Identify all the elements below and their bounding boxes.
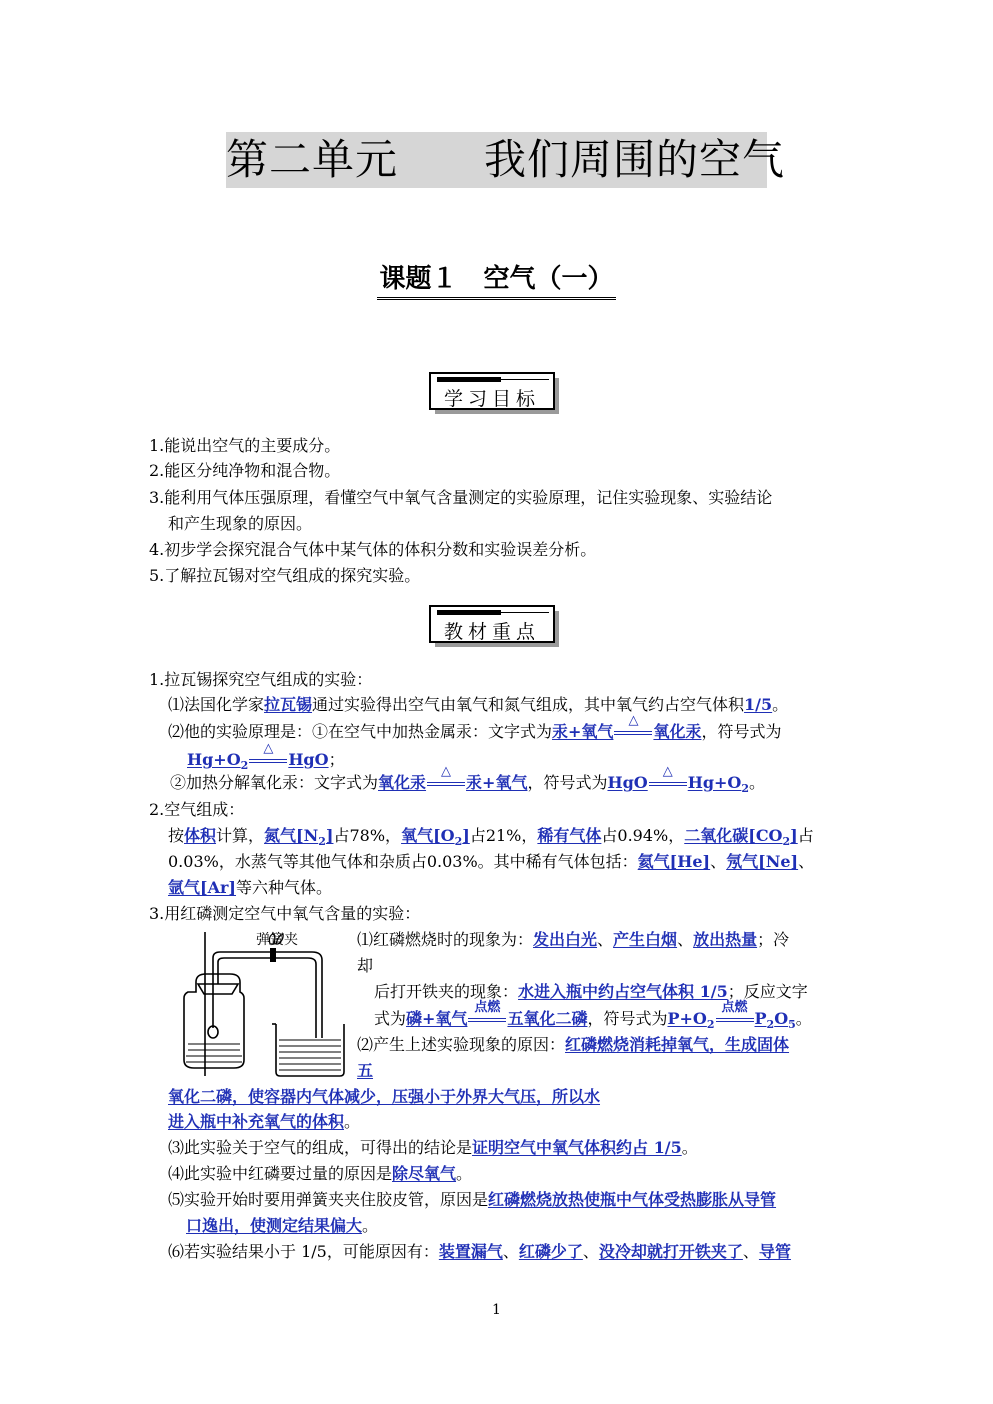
p1-line-b: ⑵他的实验原理是：①在空气中加热金属汞：文字式为汞+氧气 △ 氧化汞，符号式为 [168,712,782,741]
p2-head: 2.空气组成： [149,800,245,819]
reaction-arrow: △ [427,778,465,790]
p2-line-2: 0.03%，水蒸气等其他气体和杂质占0.03%。其中稀有气体包括：氦气[He]、氖气[Ne]、 [168,852,815,871]
p2-line-1: 按体积计算，氮气$[N_2]$占78%，氧气$[O_2]$占21%，稀有气体占0.94%，二氧化碳$[CO_2]$占 [168,826,814,849]
p1-line-d: ②加热分解氧化汞：文字式为氧化汞 △ 汞+氧气，符号式为HgO △ $Hg+O_2$。 [170,763,766,796]
p3-q1-line-3: 后打开铁夹的现象：水进入瓶中约占空气体积 1/5；反应文字 [374,982,808,1001]
p3-q2-line-2: 五 [357,1061,374,1080]
goal-item: 1.能说出空气的主要成分。 [149,436,341,455]
reaction-arrow: △ [614,727,652,739]
section-label: 学习目标 [443,388,540,410]
p3-q5-line-1: ⑸实验开始时要用弹簧夹夹住胶皮管，原因是红磷燃烧放热使瓶中气体受热膨胀从导管 [168,1190,777,1209]
p1-line-a: ⑴法国化学家拉瓦锡通过实验得出空气由氧气和氮气组成，其中氧气约占空气体积1/5。 [168,695,789,714]
p2-line-3: 氩气[Ar]等六种气体。 [168,878,333,897]
p3-q3: ⑶此实验关于空气的组成，可得出的结论是证明空气中氧气体积约占 1/5。 [168,1138,698,1157]
clip-label: 弹簧夹 [256,932,298,948]
p3-q6: ⑹若实验结果小于 1/5，可能原因有：装置漏气、红磷少了、没冷却就打开铁夹了、导管 [168,1242,791,1261]
p3-q2-line-4: 进入瓶中补充氧气的体积。 [168,1112,361,1131]
section-label: 教材重点 [443,621,540,643]
apparatus-diagram [172,928,352,1080]
p3-q1-line-2: 却 [357,956,374,975]
goal-item: 5.了解拉瓦锡对空气组成的探究实验。 [149,566,421,585]
page-number: 1 [492,1302,501,1318]
reaction-arrow: 点燃 [468,1014,506,1026]
goal-item: 4.初步学会探究混合气体中某气体的体积分数和实验误差分析。 [149,540,597,559]
reaction-arrow: 点燃 [716,1014,754,1026]
section-header-goals [429,372,555,412]
p3-head: 3.用红磷测定空气中氧气含量的实验： [149,904,421,923]
unit-title: 第二单元 我们周围的空气 [226,132,767,188]
lesson-title: 课题１ 空气（一） [0,258,993,300]
p3-q1-line-1: ⑴红磷燃烧时的现象为：发出白光、产生白烟、放出热量；冷 [357,930,790,949]
goal-item: 3.能利用气体压强原理，看懂空气中氧气含量测定的实验原理，记住实验现象、实验结论 [149,488,773,507]
p3-q2-line-3: 氧化二磷，使容器内气体减少，压强小于外界大气压，所以水 [168,1087,601,1106]
p3-q1-line-4: 式为磷+氧气 点燃 五氧化二磷，符号式为$P+O_2$ 点燃 $P_2O_5$。 [374,999,812,1032]
reaction-arrow: △ [649,778,687,790]
p1-line-c: $Hg+O_2$ △ HgO； [187,740,345,773]
reaction-arrow: △ [249,755,287,767]
section-header-key-points [429,605,555,645]
p3-q2-line-1: ⑵产生上述实验现象的原因：红磷燃烧消耗掉氧气，生成固体 [357,1035,790,1054]
p3-q4: ⑷此实验中红磷要过量的原因是除尽氧气。 [168,1164,473,1183]
p1-head: 1.拉瓦锡探究空气组成的实验： [149,670,373,689]
p3-q5-line-2: 口逸出，使测定结果偏大。 [186,1216,379,1235]
goal-item: 和产生现象的原因。 [168,514,313,533]
goal-item: 2.能区分纯净物和混合物。 [149,461,341,480]
